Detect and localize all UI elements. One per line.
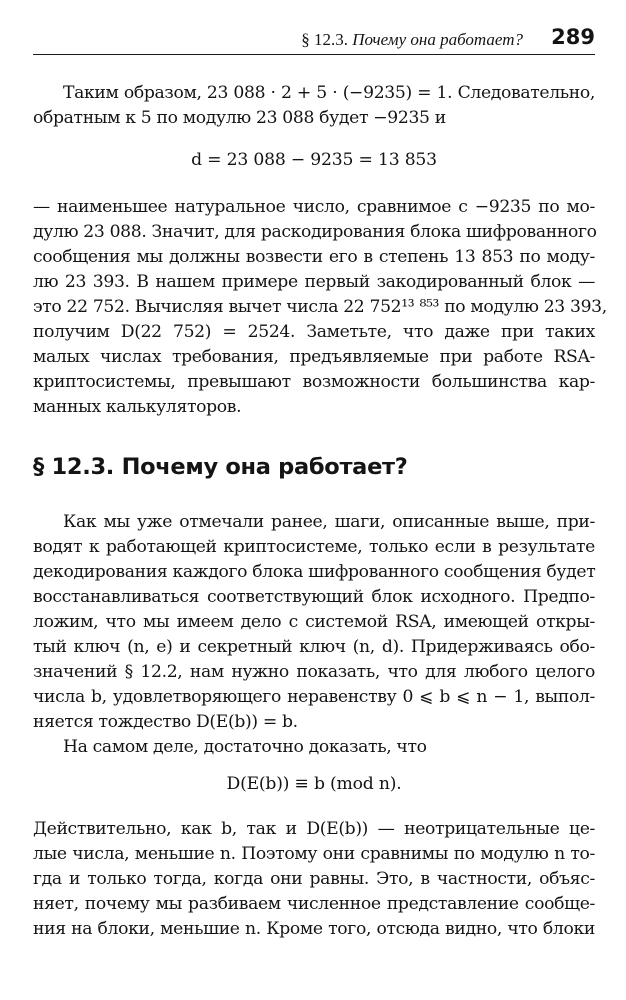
text-line: получим D(22 752) = 2524. Заметьте, что даже при таких: [33, 322, 595, 342]
paragraph-2: [33, 195, 607, 420]
paragraph-5: [33, 817, 595, 942]
text-line: лые числа, меньшие n. Поэтому они сравнимы по модулю n то-: [33, 844, 595, 864]
text-line: это 22 752. Вычисляя вычет числа 22 752¹³ ⁸⁵³ по модулю 23 393,: [33, 297, 607, 317]
text-line: лю 23 393. В нашем примере первый закодированный блок —: [33, 272, 595, 292]
text-line: ложим, что мы имеем дело с системой RSA, имеющей откры-: [33, 612, 595, 632]
text-line: — наименьшее натуральное число, сравнимое с −9235 по мо-: [33, 197, 595, 217]
text-line: числа b, удовлетворяющего неравенству 0 ⩽ b ⩽ n − 1, выпол-: [33, 687, 595, 707]
text-line: манных калькуляторов.: [33, 397, 242, 417]
text-line: тый ключ (n, e) и секретный ключ (n, d). Придерживаясь обо-: [33, 637, 595, 657]
text-line: малых числах требования, предъявляемые при работе RSA-: [33, 347, 595, 367]
running-head-title: [301, 30, 523, 50]
page-number: 289: [551, 25, 595, 49]
text-line: сообщения мы должны возвести его в степень 13 853 по моду-: [33, 247, 595, 267]
paragraph-3: [33, 510, 595, 735]
running-head-section-ref: § 12.3.: [301, 30, 348, 49]
text-line: няется тождество D(E(b)) = b.: [33, 712, 298, 732]
text-line: гда и только тогда, когда они равны. Это, в частности, объяс-: [33, 869, 595, 889]
section-heading: § 12.3. Почему она работает?: [33, 454, 408, 480]
text-line: значений § 12.2, нам нужно показать, что для любого целого: [33, 662, 595, 682]
paragraph-1: [33, 81, 595, 131]
formula-d: d = 23 088 − 9235 = 13 853: [191, 150, 437, 170]
running-head-section-name: Почему она работает?: [352, 30, 523, 49]
text-line: декодирования каждого блока шифрованного сообщения будет: [33, 562, 596, 582]
text-line: Таким образом, 23 088 · 2 + 5 · (−9235) = 1. Следовательно,: [63, 83, 595, 103]
text-line: восстанавливаться соответствующий блок исходного. Предпо-: [33, 587, 595, 607]
text-line: няет, почему мы разбиваем численное представление сообще-: [33, 894, 595, 914]
text-line: криптосистемы, превышают возможности большинства кар-: [33, 372, 595, 392]
text-line: Действительно, как b, так и D(E(b)) — неотрицательные це-: [33, 819, 595, 839]
running-head: [33, 24, 595, 55]
paragraph-4: [33, 735, 595, 760]
text-line: обратным к 5 по модулю 23 088 будет −9235 и: [33, 108, 446, 128]
text-line: водят к работающей криптосистеме, только если в результате: [33, 537, 595, 557]
formula-congruence: D(E(b)) ≡ b (mod n).: [226, 774, 402, 794]
text-line: На самом деле, достаточно доказать, что: [63, 737, 427, 757]
text-line: Как мы уже отмечали ранее, шаги, описанные выше, при-: [63, 512, 595, 532]
text-line: дулю 23 088. Значит, для раскодирования блока шифрованного: [33, 222, 597, 242]
text-line: ния на блоки, меньшие n. Кроме того, отсюда видно, что блоки: [33, 919, 595, 939]
